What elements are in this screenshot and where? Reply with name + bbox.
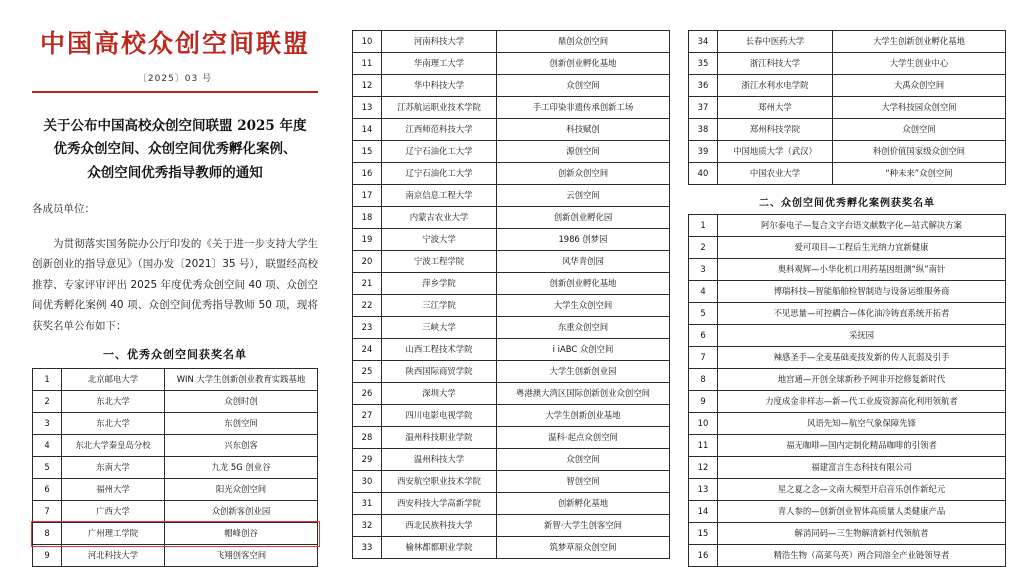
row-index: 19	[353, 229, 382, 251]
row-index: 25	[353, 361, 382, 383]
row-item: 兴东创客	[165, 435, 318, 457]
title-line-3: 众创空间优秀指导教师的通知	[87, 164, 263, 181]
row-unit: 中国地质大学（武汉）	[718, 141, 833, 163]
row-unit: 山西工程技术学院	[382, 339, 497, 361]
table-row	[353, 537, 670, 559]
row-index: 2	[33, 391, 62, 413]
row-index: 15	[353, 141, 382, 163]
table-row	[689, 369, 1006, 391]
row-item: 帽峰创谷	[165, 523, 318, 545]
row-case: 青人参的—创新创业智体高质量人类健康产品	[718, 501, 1006, 523]
row-case: 奥科观辉—小华化机口用药基因组测“纵”南针	[718, 259, 1006, 281]
table-row	[33, 413, 318, 435]
row-unit: 陕西国际商贸学院	[382, 361, 497, 383]
row-item: 科技赋创	[497, 119, 670, 141]
row-unit: 西安航空职业技术学院	[382, 471, 497, 493]
red-divider	[32, 91, 318, 93]
row-unit: 福州大学	[62, 479, 165, 501]
table-row	[689, 523, 1006, 545]
row-index: 34	[689, 31, 718, 53]
row-unit: 北京邮电大学	[62, 369, 165, 391]
row-unit: 广州理工学院	[62, 523, 165, 545]
row-index: 32	[353, 515, 382, 537]
row-index: 8	[33, 523, 62, 545]
row-unit: 长春中医药大学	[718, 31, 833, 53]
excellent-spaces-table-part1	[32, 368, 318, 567]
row-unit: 江西师范科技大学	[382, 119, 497, 141]
table-column-2	[346, 14, 676, 552]
row-unit: 辽宁石油化工大学	[382, 163, 497, 185]
table-row	[353, 383, 670, 405]
row-item: 云创空间	[497, 185, 670, 207]
row-index: 15	[689, 523, 718, 545]
row-index: 5	[33, 457, 62, 479]
row-item: 手工印染非遗传承创新工场	[497, 97, 670, 119]
row-item: 创新孵化基地	[497, 493, 670, 515]
table-row	[353, 361, 670, 383]
row-unit: 华中科技大学	[382, 75, 497, 97]
table-row	[353, 251, 670, 273]
row-unit: 郑州大学	[718, 97, 833, 119]
document-number: 〔2025〕03 号	[137, 73, 213, 84]
row-case: 辣感圣手—全麦基础麦技发新的传人瓦弱及引手	[718, 347, 1006, 369]
table-row	[33, 457, 318, 479]
table-row	[33, 501, 318, 523]
section-title-2: 二、众创空间优秀孵化案例获奖名单	[759, 198, 935, 209]
row-item: 粤港澳大湾区国际创新创业众创空间	[497, 383, 670, 405]
row-unit: 宁波工程学院	[382, 251, 497, 273]
row-case: 爱可项目—工程后生光纳力宜新健康	[718, 237, 1006, 259]
row-item: 筑梦草原众创空间	[497, 537, 670, 559]
cover-column	[10, 14, 340, 560]
row-item: 大学科技园众创空间	[833, 97, 1006, 119]
table-row	[353, 97, 670, 119]
row-unit: 东北大学	[62, 391, 165, 413]
row-case: 采抚园	[718, 325, 1006, 347]
table-column-3	[682, 14, 1012, 560]
row-item: 九龙 5G 创业谷	[165, 457, 318, 479]
table-row	[353, 229, 670, 251]
row-unit: 深圳大学	[382, 383, 497, 405]
row-item: 大学生创新创业孵化基地	[833, 31, 1006, 53]
row-item: i iABC 众创空间	[497, 339, 670, 361]
row-item: 众创空间	[497, 75, 670, 97]
row-case: 福建富言生态科技有限公司	[718, 457, 1006, 479]
table-row	[353, 163, 670, 185]
table-row	[33, 545, 318, 567]
row-item: 创新创业孵化基地	[497, 53, 670, 75]
row-unit: 东南大学	[62, 457, 165, 479]
salutation: 各成员单位：	[32, 203, 95, 216]
table-row	[353, 339, 670, 361]
table-row	[689, 501, 1006, 523]
table-row	[689, 545, 1006, 567]
table-row	[353, 53, 670, 75]
table-row	[353, 427, 670, 449]
row-case: 风语先知—航空气象保障先锋	[718, 413, 1006, 435]
row-index: 1	[33, 369, 62, 391]
row-index: 5	[689, 303, 718, 325]
row-unit: 内蒙古农业大学	[382, 207, 497, 229]
table-row	[689, 97, 1006, 119]
table-row	[353, 141, 670, 163]
row-index: 35	[689, 53, 718, 75]
table-row	[33, 391, 318, 413]
row-item: 阳光众创空间	[165, 479, 318, 501]
table-row	[353, 273, 670, 295]
row-index: 17	[353, 185, 382, 207]
row-index: 24	[353, 339, 382, 361]
row-unit: 四川电影电视学院	[382, 405, 497, 427]
table-row	[689, 457, 1006, 479]
row-index: 10	[689, 413, 718, 435]
row-index: 6	[689, 325, 718, 347]
table-row	[689, 325, 1006, 347]
row-unit: 温州科技职业学院	[382, 427, 497, 449]
row-index: 36	[689, 75, 718, 97]
row-index: 9	[689, 391, 718, 413]
row-index: 4	[689, 281, 718, 303]
row-unit: 三峡大学	[382, 317, 497, 339]
table-row	[353, 31, 670, 53]
table-row	[353, 493, 670, 515]
row-index: 1	[689, 215, 718, 237]
row-item: 大禹众创空间	[833, 75, 1006, 97]
row-item: 新智·大学生创客空间	[497, 515, 670, 537]
row-unit: 三江学院	[382, 295, 497, 317]
row-unit: 西北民族科技大学	[382, 515, 497, 537]
row-index: 23	[353, 317, 382, 339]
table-row	[689, 163, 1006, 185]
row-case: 力度成金非样志—新—代工业废资源高化利用领航者	[718, 391, 1006, 413]
row-item: WIN 大学生创新创业教育实践基地	[165, 369, 318, 391]
row-case: 地宫通—开创全球新秒予网非开挖修复新时代	[718, 369, 1006, 391]
row-index: 13	[689, 479, 718, 501]
table-row	[689, 119, 1006, 141]
row-index: 30	[353, 471, 382, 493]
row-case: 精浩生物（高菜鸟英）两合同溶全产业链领导者	[718, 545, 1006, 567]
row-unit: 华南理工大学	[382, 53, 497, 75]
row-index: 10	[353, 31, 382, 53]
row-index: 14	[353, 119, 382, 141]
row-item: 1986 创梦园	[497, 229, 670, 251]
row-index: 3	[33, 413, 62, 435]
row-index: 14	[689, 501, 718, 523]
row-case: 博瑞科技—智能船舶检智制造与设备运维服务商	[718, 281, 1006, 303]
row-unit: 西安科技大学高新学院	[382, 493, 497, 515]
row-unit: 榆林都都职业学院	[382, 537, 497, 559]
table-row	[353, 295, 670, 317]
masthead-title: 中国高校众创空间联盟	[39, 29, 310, 58]
row-index: 4	[33, 435, 62, 457]
table-row	[33, 435, 318, 457]
row-unit: 郑州科技学院	[718, 119, 833, 141]
excellent-spaces-table-part3	[688, 30, 1006, 185]
table-row	[689, 259, 1006, 281]
row-index: 2	[689, 237, 718, 259]
table-row	[689, 391, 1006, 413]
row-index: 18	[353, 207, 382, 229]
row-item: 创新创业孵化基地	[497, 273, 670, 295]
row-item: 东创空间	[165, 413, 318, 435]
row-item: 众创空间	[497, 449, 670, 471]
row-index: 22	[353, 295, 382, 317]
page-title	[32, 115, 318, 186]
table-row	[689, 237, 1006, 259]
row-unit: 辽宁石油化工大学	[382, 141, 497, 163]
row-index: 16	[689, 545, 718, 567]
row-index: 7	[689, 347, 718, 369]
row-index: 33	[353, 537, 382, 559]
row-case: 星之夏之念—文南大模型开启音乐创作新纪元	[718, 479, 1006, 501]
row-index: 12	[689, 457, 718, 479]
row-index: 40	[689, 163, 718, 185]
table-row	[689, 215, 1006, 237]
row-unit: 河北科技大学	[62, 545, 165, 567]
row-unit: 河南科技大学	[382, 31, 497, 53]
row-item: 源创空间	[497, 141, 670, 163]
row-case: 福无咖啡—国内定制化精品咖啡的引领者	[718, 435, 1006, 457]
table-row	[689, 141, 1006, 163]
row-item: 温科·起点众创空间	[497, 427, 670, 449]
row-unit: 中国农业大学	[718, 163, 833, 185]
row-index: 26	[353, 383, 382, 405]
table-row	[353, 317, 670, 339]
row-case: 阿尔泰电子—复合文字台语文献数字化—站式解决方案	[718, 215, 1006, 237]
table-row	[33, 523, 318, 545]
table-row	[353, 207, 670, 229]
row-item: 智创空间	[497, 471, 670, 493]
row-item: 众创新客创业园	[165, 501, 318, 523]
row-index: 11	[689, 435, 718, 457]
row-item: 大学生创新创业园	[497, 361, 670, 383]
title-line-2: 优秀众创空间、众创空间优秀孵化案例、	[53, 141, 297, 158]
row-item: 鼎创众创空间	[497, 31, 670, 53]
table-row	[353, 405, 670, 427]
row-unit: 浙江水利水电学院	[718, 75, 833, 97]
row-index: 28	[353, 427, 382, 449]
row-item: “种未来”众创空间	[833, 163, 1006, 185]
table-row	[353, 515, 670, 537]
row-index: 12	[353, 75, 382, 97]
row-index: 9	[33, 545, 62, 567]
body-paragraph: 为贯彻落实国务院办公厅印发的《关于进一步支持大学生创新创业的指导意见》（国办发〔2021〕35 号），联盟经高校推荐、专家评审评出 2025 年度优秀众创空间 40 项、众创空间优秀孵化案例 40 项、众创空间优秀指导教师 50 项，现将获奖名单公布如下：	[32, 237, 318, 332]
title-line-1: 关于公布中国高校众创空间联盟 2025 年度	[43, 117, 307, 134]
table-row	[689, 31, 1006, 53]
row-index: 31	[353, 493, 382, 515]
row-unit: 东北大学	[62, 413, 165, 435]
row-unit: 南京信息工程大学	[382, 185, 497, 207]
table-row	[353, 449, 670, 471]
row-item: 大学生众创空间	[497, 295, 670, 317]
row-item: 创新众创空间	[497, 163, 670, 185]
row-index: 20	[353, 251, 382, 273]
row-item: 大学生创业中心	[833, 53, 1006, 75]
table-row	[33, 369, 318, 391]
table-row	[689, 53, 1006, 75]
row-index: 27	[353, 405, 382, 427]
table-row	[353, 185, 670, 207]
row-unit: 浙江科技大学	[718, 53, 833, 75]
section-title-1: 一、优秀众创空间获奖名单	[103, 348, 247, 362]
row-item: 创新创业孵化园	[497, 207, 670, 229]
row-unit: 温州科技大学	[382, 449, 497, 471]
row-item: 风华青创园	[497, 251, 670, 273]
row-index: 37	[689, 97, 718, 119]
row-index: 3	[689, 259, 718, 281]
row-index: 21	[353, 273, 382, 295]
row-index: 6	[33, 479, 62, 501]
row-index: 38	[689, 119, 718, 141]
row-unit: 宁波大学	[382, 229, 497, 251]
incubation-cases-table	[688, 214, 1006, 567]
row-unit: 江苏航运职业技术学院	[382, 97, 497, 119]
row-index: 16	[353, 163, 382, 185]
row-index: 29	[353, 449, 382, 471]
row-index: 39	[689, 141, 718, 163]
row-index: 7	[33, 501, 62, 523]
table-row	[689, 303, 1006, 325]
table-row	[689, 347, 1006, 369]
table-row	[689, 435, 1006, 457]
row-index: 13	[353, 97, 382, 119]
table-row	[353, 75, 670, 97]
row-unit: 萍乡学院	[382, 273, 497, 295]
row-item: 众创空间	[833, 119, 1006, 141]
table-row	[353, 119, 670, 141]
excellent-spaces-table-part2	[352, 30, 670, 559]
table-row	[689, 75, 1006, 97]
row-case: 解消同码—三生物解清新村代领航者	[718, 523, 1006, 545]
table-row	[689, 281, 1006, 303]
row-item: 科创价值国家级众创空间	[833, 141, 1006, 163]
table-row	[689, 413, 1006, 435]
row-unit: 广西大学	[62, 501, 165, 523]
row-unit: 东北大学秦皇岛分校	[62, 435, 165, 457]
row-item: 东重众创空间	[497, 317, 670, 339]
row-index: 8	[689, 369, 718, 391]
row-index: 11	[353, 53, 382, 75]
row-item: 众创时创	[165, 391, 318, 413]
row-item: 大学生创新创业基地	[497, 405, 670, 427]
row-case: 不见思量—可控耦合—体化油冷铸直系统开拓者	[718, 303, 1006, 325]
row-item: 飞翔创客空间	[165, 545, 318, 567]
